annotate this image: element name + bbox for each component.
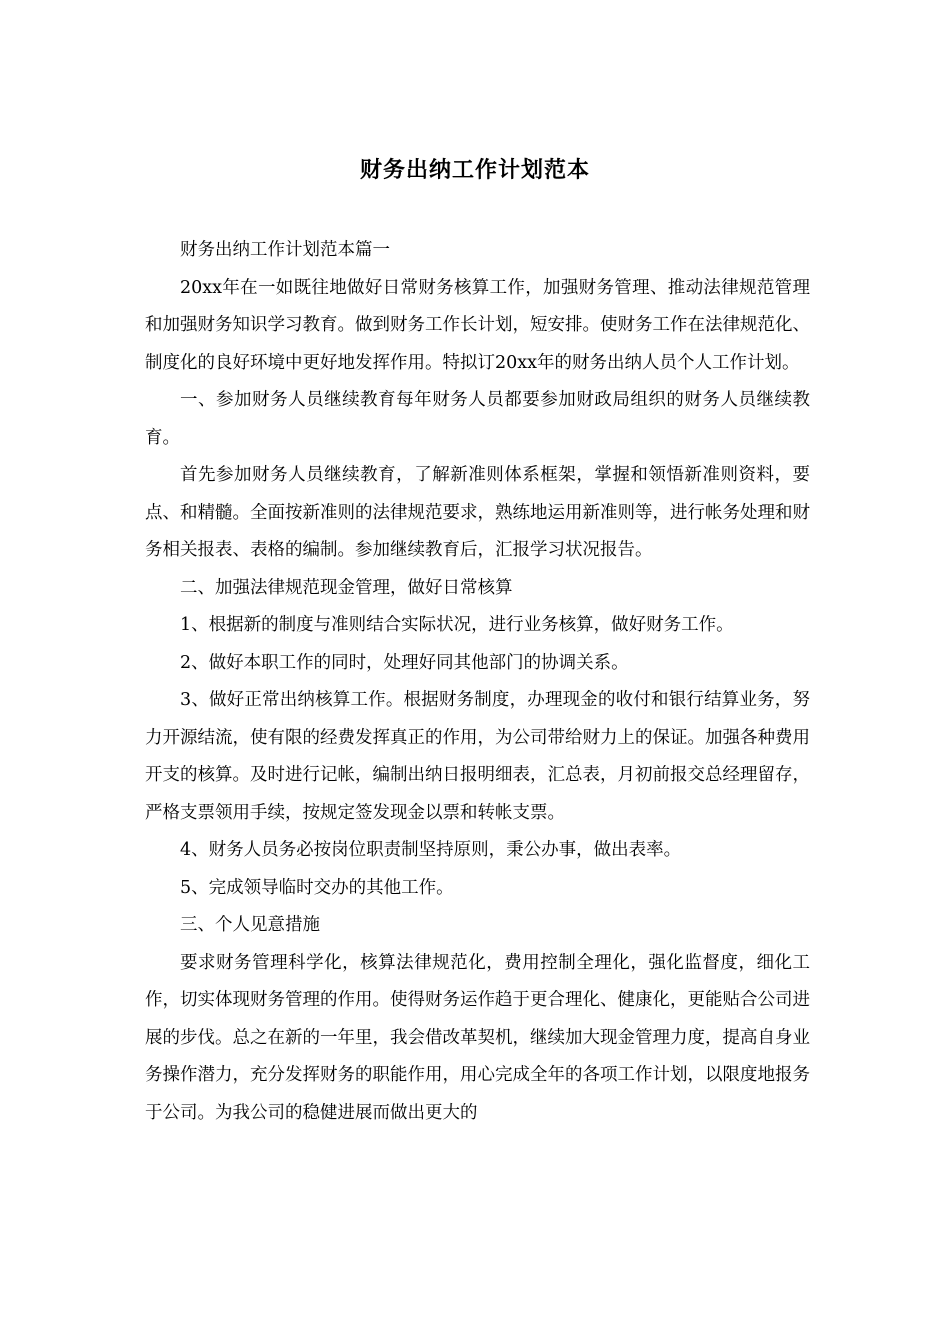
paragraph: 要求财务管理科学化，核算法律规范化，费用控制全理化，强化监督度，细化工作，切实体现财务管理的作用。使得财务运作趋于更合理化、健康化，更能贴合公司进展的步伐。总之在新的一年里，我会借改革契机，继续加大现金管理力度，提高自身业务操作潜力，充分发挥财务的职能作用，用心完成全年的各项工作计划，以限度地报务于公司。为我公司的稳健进展而做出更大的 xyxy=(145,952,810,1123)
list-item: 3、做好正常出纳核算工作。根据财务制度，办理现金的收付和银行结算业务，努力开源结流，使有限的经费发挥真正的作用，为公司带给财力上的保证。加强各种费用开支的核算。及时进行记帐，编制出纳日报明细表，汇总表，月初前报交总经理留存，严格支票领用手续，按规定签发现金以票和转帐支票。 xyxy=(145,690,810,823)
section-heading: 三、个人见意措施 xyxy=(180,915,320,935)
paragraph: 一、参加财务人员继续教育每年财务人员都要参加财政局组织的财务人员继续教育。 xyxy=(145,390,810,448)
document-title: 财务出纳工作计划范本 xyxy=(359,157,590,183)
list-item: 4、财务人员务必按岗位职责制坚持原则，秉公办事，做出表率。 xyxy=(180,840,682,860)
paragraph: 首先参加财务人员继续教育，了解新准则体系框架，掌握和领悟新准则资料，要点、和精髓。全面按新准则的法律规范要求，熟练地运用新准则等，进行帐务处理和财务相关报表、表格的编制。参加继续教育后，汇报学习状况报告。 xyxy=(145,465,810,560)
section-heading: 财务出纳工作计划范本篇一 xyxy=(180,240,390,260)
list-item: 5、完成领导临时交办的其他工作。 xyxy=(180,877,454,898)
section-heading: 二、加强法律规范现金管理，做好日常核算 xyxy=(180,577,513,598)
document-body xyxy=(145,232,810,1132)
list-item: 1、根据新的制度与准则结合实际状况，进行业务核算，做好财务工作。 xyxy=(180,615,734,635)
paragraph: 20xx年在一如既往地做好日常财务核算工作，加强财务管理、推动法律规范管理和加强财务知识学习教育。做到财务工作长计划，短安排。使财务工作在法律规范化、制度化的良好环境中更好地发挥作用。特拟订20xx年的财务出纳人员个人工作计划。 xyxy=(145,277,810,373)
list-item: 2、做好本职工作的同时，处理好同其他部门的协调关系。 xyxy=(180,652,629,673)
